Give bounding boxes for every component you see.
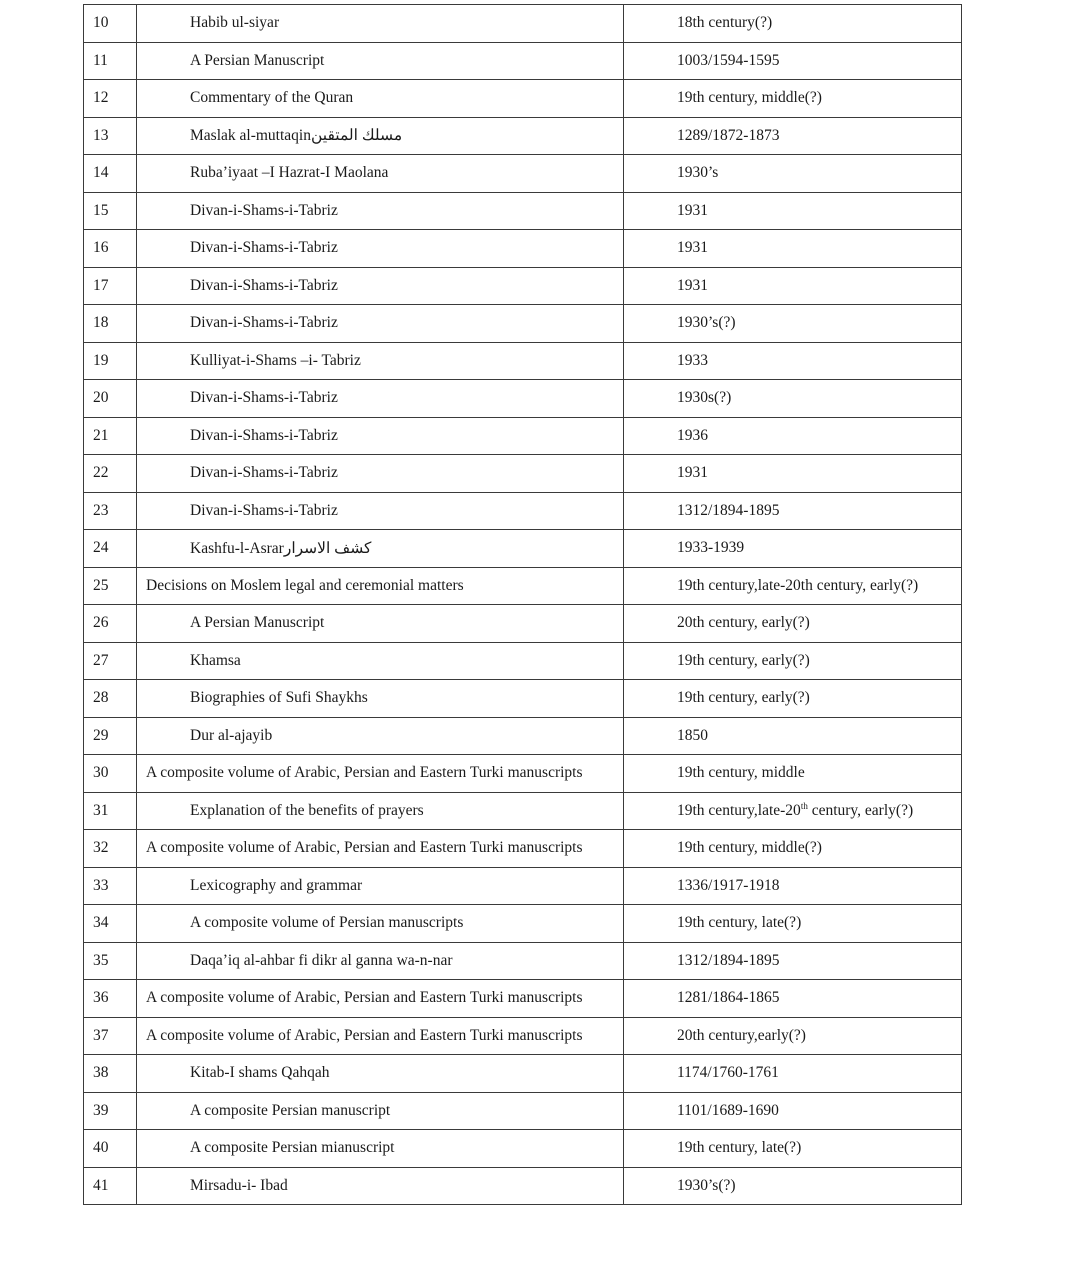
item-number-cell: 26 bbox=[84, 605, 137, 643]
table-row bbox=[84, 717, 962, 755]
table-row bbox=[84, 5, 962, 43]
date-cell bbox=[624, 792, 962, 830]
date-cell: 1336/1917-1918 bbox=[624, 867, 962, 905]
manuscript-title-cell: A composite volume of Arabic, Persian and Eastern Turki manuscripts bbox=[137, 1017, 624, 1055]
date-cell: 1931 bbox=[624, 455, 962, 493]
table-row bbox=[84, 80, 962, 118]
date-cell: 1931 bbox=[624, 230, 962, 268]
manuscript-title-cell: Explanation of the benefits of prayers bbox=[137, 792, 624, 830]
manuscript-title-cell: Commentary of the Quran bbox=[137, 80, 624, 118]
item-number-cell: 13 bbox=[84, 117, 137, 155]
item-number-cell: 39 bbox=[84, 1092, 137, 1130]
item-number-cell: 34 bbox=[84, 905, 137, 943]
date-cell: 1930’s(?) bbox=[624, 305, 962, 343]
date-cell: 1312/1894-1895 bbox=[624, 942, 962, 980]
date-text-tail: century, early(?) bbox=[807, 801, 914, 819]
item-number-cell: 41 bbox=[84, 1167, 137, 1205]
date-cell: 19th century,late-20th century, early(?) bbox=[624, 567, 962, 605]
table-row bbox=[84, 417, 962, 455]
item-number-cell: 17 bbox=[84, 267, 137, 305]
date-cell: 1003/1594-1595 bbox=[624, 42, 962, 80]
manuscript-title-cell: Biographies of Sufi Shaykhs bbox=[137, 680, 624, 718]
manuscript-title-cell: Divan-i-Shams-i-Tabriz bbox=[137, 492, 624, 530]
manuscript-title-cell: Lexicography and grammar bbox=[137, 867, 624, 905]
manuscript-title-cell: A composite volume of Arabic, Persian and Eastern Turki manuscripts bbox=[137, 980, 624, 1018]
item-number-cell: 23 bbox=[84, 492, 137, 530]
table-body bbox=[84, 5, 962, 1205]
item-number-cell: 32 bbox=[84, 830, 137, 868]
manuscript-title-cell: A composite Persian mianuscript bbox=[137, 1130, 624, 1168]
manuscript-title-cell: Dur al-ajayib bbox=[137, 717, 624, 755]
table-row bbox=[84, 1167, 962, 1205]
table-row bbox=[84, 792, 962, 830]
item-number-cell: 18 bbox=[84, 305, 137, 343]
table-row bbox=[84, 342, 962, 380]
table-row bbox=[84, 155, 962, 193]
manuscript-title-cell: A Persian Manuscript bbox=[137, 42, 624, 80]
item-number-cell: 22 bbox=[84, 455, 137, 493]
table-row bbox=[84, 942, 962, 980]
table-row bbox=[84, 905, 962, 943]
item-number-cell: 27 bbox=[84, 642, 137, 680]
date-cell: 18th century(?) bbox=[624, 5, 962, 43]
table-row bbox=[84, 380, 962, 418]
date-cell: 19th century, middle(?) bbox=[624, 830, 962, 868]
table-row bbox=[84, 1092, 962, 1130]
date-superscript: th bbox=[800, 800, 808, 811]
date-cell: 1930’s(?) bbox=[624, 1167, 962, 1205]
item-number-cell: 36 bbox=[84, 980, 137, 1018]
item-number-cell: 33 bbox=[84, 867, 137, 905]
manuscript-title-cell: Divan-i-Shams-i-Tabriz bbox=[137, 267, 624, 305]
date-cell: 1174/1760-1761 bbox=[624, 1055, 962, 1093]
date-cell: 19th century, late(?) bbox=[624, 905, 962, 943]
table-row bbox=[84, 642, 962, 680]
manuscript-title-cell: Divan-i-Shams-i-Tabriz bbox=[137, 192, 624, 230]
manuscript-title-cell: Kulliyat-i-Shams –i- Tabriz bbox=[137, 342, 624, 380]
item-number-cell: 12 bbox=[84, 80, 137, 118]
manuscript-title-cell: Khamsa bbox=[137, 642, 624, 680]
item-number-cell: 28 bbox=[84, 680, 137, 718]
table-row bbox=[84, 1055, 962, 1093]
date-cell: 19th century, early(?) bbox=[624, 680, 962, 718]
item-number-cell: 21 bbox=[84, 417, 137, 455]
date-cell: 1931 bbox=[624, 192, 962, 230]
table-row bbox=[84, 867, 962, 905]
manuscript-title-cell: A composite Persian manuscript bbox=[137, 1092, 624, 1130]
date-cell: 1289/1872-1873 bbox=[624, 117, 962, 155]
date-cell: 1930’s bbox=[624, 155, 962, 193]
table-row bbox=[84, 455, 962, 493]
table-row bbox=[84, 492, 962, 530]
item-number-cell: 15 bbox=[84, 192, 137, 230]
item-number-cell: 20 bbox=[84, 380, 137, 418]
table-row bbox=[84, 830, 962, 868]
manuscript-title-cell: Kashfu-l-Asrarكشف الاسرار bbox=[137, 530, 624, 568]
table-row bbox=[84, 192, 962, 230]
date-cell: 19th century, middle(?) bbox=[624, 80, 962, 118]
item-number-cell: 35 bbox=[84, 942, 137, 980]
date-cell: 1936 bbox=[624, 417, 962, 455]
table-row bbox=[84, 1017, 962, 1055]
item-number-cell: 11 bbox=[84, 42, 137, 80]
manuscript-title-cell: A composite volume of Arabic, Persian and Eastern Turki manuscripts bbox=[137, 755, 624, 793]
item-number-cell: 31 bbox=[84, 792, 137, 830]
manuscript-title-cell: Mirsadu-i- Ibad bbox=[137, 1167, 624, 1205]
manuscript-title-cell: Ruba’iyaat –I Hazrat-I Maolana bbox=[137, 155, 624, 193]
item-number-cell: 10 bbox=[84, 5, 137, 43]
item-number-cell: 30 bbox=[84, 755, 137, 793]
manuscript-title-cell: Maslak al-muttaqinمسلك المتقين bbox=[137, 117, 624, 155]
item-number-cell: 25 bbox=[84, 567, 137, 605]
date-cell: 19th century, middle bbox=[624, 755, 962, 793]
table-row bbox=[84, 42, 962, 80]
item-number-cell: 14 bbox=[84, 155, 137, 193]
item-number-cell: 16 bbox=[84, 230, 137, 268]
table-row bbox=[84, 267, 962, 305]
table-row bbox=[84, 567, 962, 605]
table-row bbox=[84, 680, 962, 718]
item-number-cell: 24 bbox=[84, 530, 137, 568]
manuscript-title-cell: Kitab-I shams Qahqah bbox=[137, 1055, 624, 1093]
manuscript-title-cell: Decisions on Moslem legal and ceremonial matters bbox=[137, 567, 624, 605]
item-number-cell: 37 bbox=[84, 1017, 137, 1055]
date-cell: 1933-1939 bbox=[624, 530, 962, 568]
date-cell: 19th century, late(?) bbox=[624, 1130, 962, 1168]
manuscript-title-cell: Divan-i-Shams-i-Tabriz bbox=[137, 455, 624, 493]
manuscript-title-cell: Divan-i-Shams-i-Tabriz bbox=[137, 417, 624, 455]
manuscript-title-cell: Divan-i-Shams-i-Tabriz bbox=[137, 230, 624, 268]
date-text: 19th century,late-20 bbox=[677, 801, 801, 819]
table-row bbox=[84, 305, 962, 343]
date-cell: 1930s(?) bbox=[624, 380, 962, 418]
table-row bbox=[84, 605, 962, 643]
manuscript-title-cell: Daqa’iq al-ahbar fi dikr al ganna wa-n-nar bbox=[137, 942, 624, 980]
table-row bbox=[84, 117, 962, 155]
date-cell: 1931 bbox=[624, 267, 962, 305]
date-cell: 1281/1864-1865 bbox=[624, 980, 962, 1018]
date-cell: 1312/1894-1895 bbox=[624, 492, 962, 530]
item-number-cell: 38 bbox=[84, 1055, 137, 1093]
date-cell: 20th century, early(?) bbox=[624, 605, 962, 643]
date-cell: 1101/1689-1690 bbox=[624, 1092, 962, 1130]
date-cell: 19th century, early(?) bbox=[624, 642, 962, 680]
item-number-cell: 29 bbox=[84, 717, 137, 755]
item-number-cell: 19 bbox=[84, 342, 137, 380]
table-row bbox=[84, 1130, 962, 1168]
table-row bbox=[84, 755, 962, 793]
date-cell: 20th century,early(?) bbox=[624, 1017, 962, 1055]
table-row bbox=[84, 230, 962, 268]
date-cell: 1933 bbox=[624, 342, 962, 380]
manuscript-title-cell: Divan-i-Shams-i-Tabriz bbox=[137, 380, 624, 418]
manuscript-title-cell: A composite volume of Persian manuscripts bbox=[137, 905, 624, 943]
table-row bbox=[84, 530, 962, 568]
manuscript-title-cell: Divan-i-Shams-i-Tabriz bbox=[137, 305, 624, 343]
manuscript-title-cell: A Persian Manuscript bbox=[137, 605, 624, 643]
table-row bbox=[84, 980, 962, 1018]
item-number-cell: 40 bbox=[84, 1130, 137, 1168]
date-cell: 1850 bbox=[624, 717, 962, 755]
manuscript-table bbox=[83, 4, 962, 1205]
manuscript-title-cell: Habib ul-siyar bbox=[137, 5, 624, 43]
manuscript-title-cell: A composite volume of Arabic, Persian and Eastern Turki manuscripts bbox=[137, 830, 624, 868]
